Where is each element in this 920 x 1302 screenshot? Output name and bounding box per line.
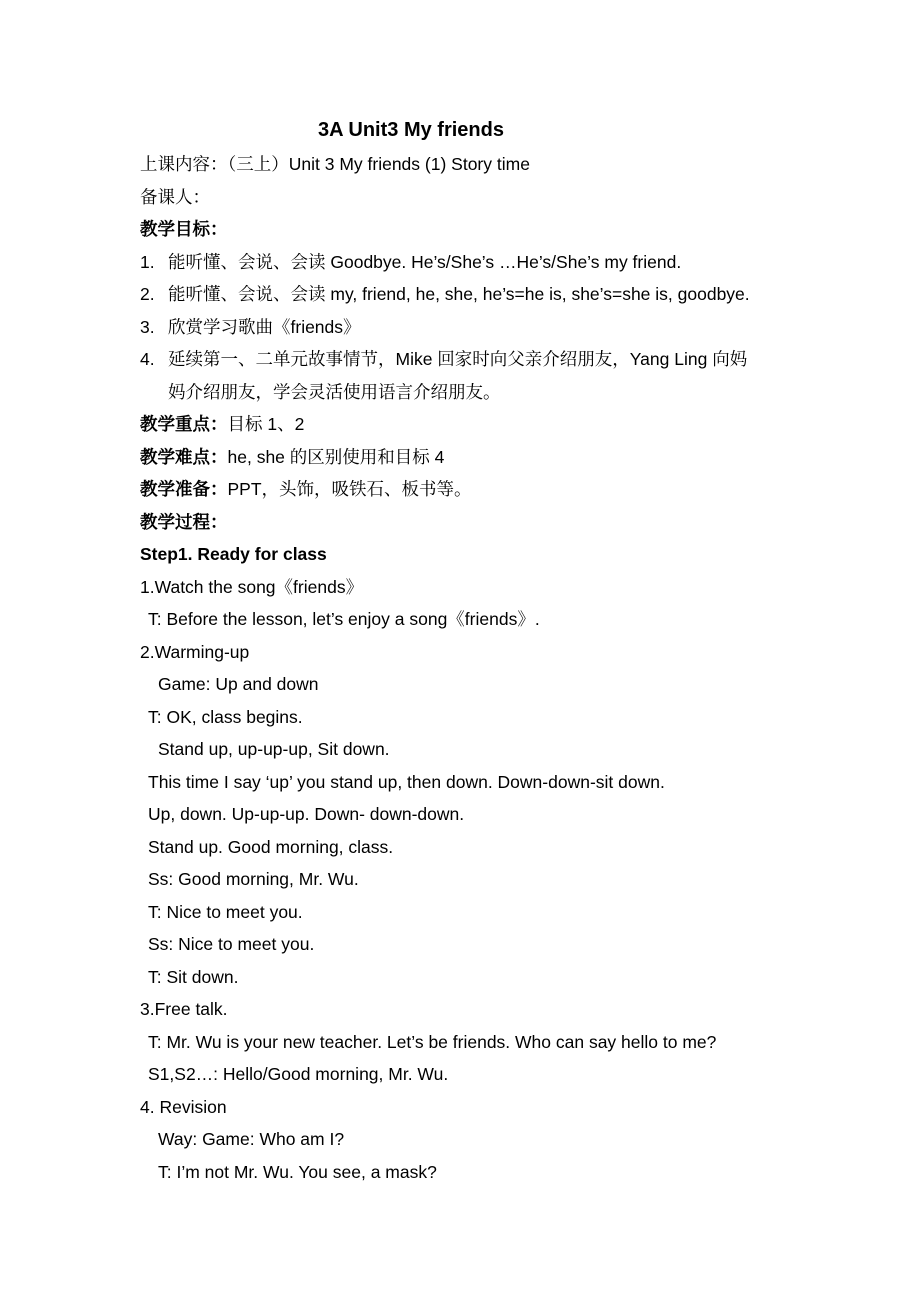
step-line: T: Before the lesson, let’s enjoy a song《friends》. [148, 609, 540, 629]
objectives-heading: 教学目标： [140, 219, 228, 239]
key-points-line [140, 408, 800, 441]
step-line: T: Nice to meet you. [148, 901, 303, 922]
objective-item [140, 311, 800, 344]
key-points-label: 教学重点： [140, 414, 228, 434]
objective-text: 延续第一、二单元故事情节，Mike 回家时向父亲介绍朋友，Yang Ling 向妈 [168, 349, 748, 369]
objective-number: 2. [140, 284, 155, 304]
objective-text: 能听懂、会说、会读 Goodbye. He’s/She’s …He’s/She’s my friend. [168, 251, 682, 272]
objective-item [140, 246, 800, 279]
step-line: S1,S2…: Hello/Good morning, Mr. Wu. [148, 1064, 449, 1084]
document-title: 3A Unit3 My friends [318, 119, 504, 141]
difficulties-value: he, she 的区别使用和目标 4 [227, 446, 445, 467]
difficulties-label: 教学难点： [140, 446, 228, 467]
step-line: T: Mr. Wu is your new teacher. Let’s be friends. Who can say hello to me? [148, 1031, 717, 1052]
preparation-value: PPT，头饰，吸铁石、板书等。 [227, 479, 472, 499]
objective-text: 能听懂、会说、会读 my, friend, he, she, he’s=he is, she’s=she is, goodbye. [168, 284, 750, 304]
objective-number: 3. [140, 316, 155, 337]
preparation-label: 教学准备： [140, 479, 228, 499]
step-line: 2.Warming-up [140, 641, 250, 662]
difficulties-line [140, 441, 800, 474]
step-line: Game: Up and down [158, 674, 319, 694]
objective-number: 1. [140, 251, 155, 272]
step-line: Ss: Good morning, Mr. Wu. [148, 869, 359, 889]
step-line: Stand up. Good morning, class. [148, 836, 394, 857]
objective-text: 欣赏学习歌曲《friends》 [168, 316, 361, 337]
document-body [140, 148, 800, 1188]
step-line: Up, down. Up-up-up. Down- down-down. [148, 804, 465, 824]
step-line: Way: Game: Who am I? [158, 1129, 345, 1149]
step1-heading: Step1. Ready for class [140, 544, 327, 564]
lesson-content-line: 上课内容：（三上）Unit 3 My friends (1) Story time [140, 154, 530, 174]
step-line: T: OK, class begins. [148, 706, 303, 727]
step-line: 1.Watch the song《friends》 [140, 576, 364, 597]
objective-continuation: 妈介绍朋友，学会灵活使用语言介绍朋友。 [168, 381, 501, 402]
step-line: Ss: Nice to meet you. [148, 934, 315, 954]
step-line: 4. Revision [140, 1096, 227, 1117]
objective-number: 4. [140, 349, 155, 369]
preparer-line: 备课人： [140, 186, 210, 207]
step-line: Stand up, up-up-up, Sit down. [158, 739, 390, 759]
step-line: This time I say ‘up’ you stand up, then down. Down-down-sit down. [148, 771, 665, 792]
process-heading: 教学过程： [140, 511, 228, 532]
step-line: T: I’m not Mr. Wu. You see, a mask? [158, 1161, 437, 1182]
step-line: 3.Free talk. [140, 999, 228, 1019]
objective-item [140, 343, 800, 376]
preparation-line [140, 473, 800, 506]
objective-item [140, 278, 800, 311]
key-points-value: 目标 1、2 [227, 414, 305, 434]
step-line: T: Sit down. [148, 966, 239, 987]
